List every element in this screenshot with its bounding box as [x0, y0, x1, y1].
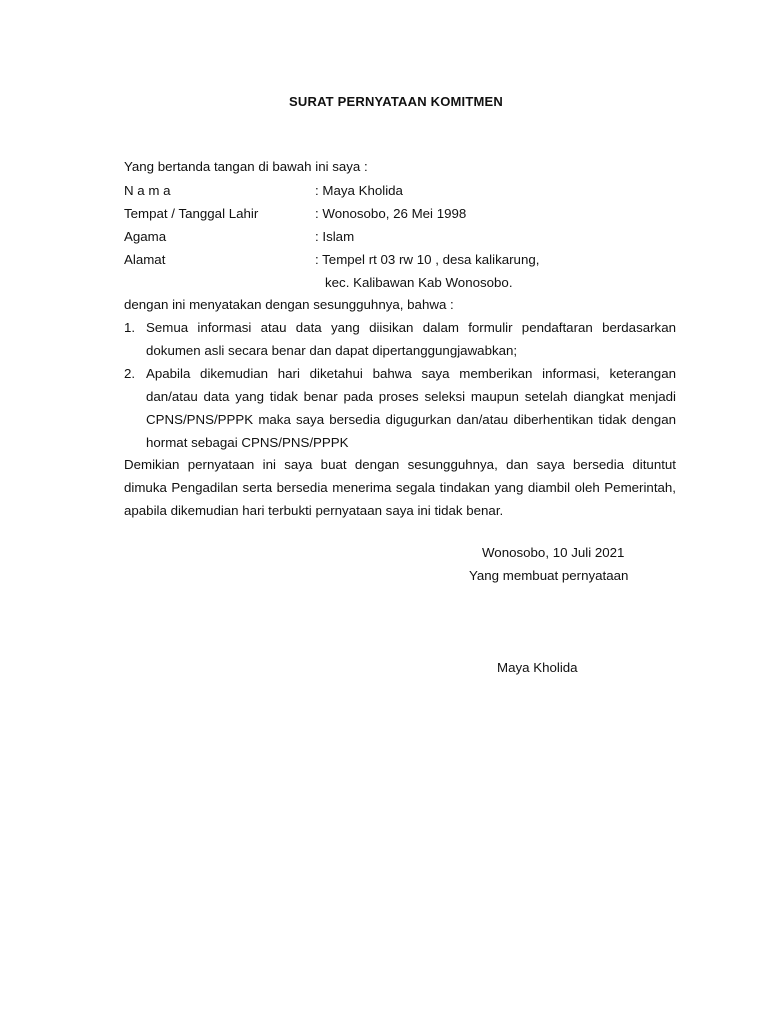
nama-label: N a m a [124, 183, 171, 198]
item-number: 2. [124, 366, 136, 381]
place-date: Wonosobo, 10 Juli 2021 [482, 545, 625, 560]
nama-value: : Maya Kholida [315, 183, 403, 198]
agama-label: Agama [124, 229, 167, 244]
item-text: Apabila dikemudian hari diketahui bahwa saya memberikan informasi, keterangan dan/atau data yang tidak benar pada proses seleksi maupun setelah diangkat menjadi CPNS/PNS/PPPK maka saya bersedia digugurkan dan/atau diberhentikan tidak dengan hormat sebagai CPNS/PNS/PPPK [146, 366, 676, 450]
alamat-value-line-2: kec. Kalibawan Kab Wonosobo. [325, 275, 513, 290]
item-text: Semua informasi atau data yang diisikan dalam formulir pendaftaran berdasarkan dokumen asli secara benar dan dapat dipertanggungjawabkan; [146, 320, 676, 358]
document-title: SURAT PERNYATAAN KOMITMEN [289, 94, 503, 109]
closing-paragraph: Demikian pernyataan ini saya buat dengan sesungguhnya, dan saya bersedia dituntut dimuka Pengadilan serta bersedia menerima segala tindakan yang diambil oleh Pemerintah, apabila dikemudian hari terbukti pernyataan saya ini tidak benar. [124, 457, 676, 518]
alamat-value-line-1: : Tempel rt 03 rw 10 , desa kalikarung, [315, 252, 540, 267]
ttl-label: Tempat / Tanggal Lahir [124, 206, 259, 221]
ttl-value: : Wonosobo, 26 Mei 1998 [315, 206, 467, 221]
agama-value: : Islam [315, 229, 355, 244]
statement-intro: dengan ini menyatakan dengan sesungguhnya, bahwa : [124, 297, 454, 312]
item-number: 1. [124, 320, 136, 335]
signer-role: Yang membuat pernyataan [469, 568, 629, 583]
alamat-label: Alamat [124, 252, 166, 267]
signer-name: Maya Kholida [497, 660, 578, 675]
intro-line: Yang bertanda tangan di bawah ini saya : [124, 159, 368, 174]
